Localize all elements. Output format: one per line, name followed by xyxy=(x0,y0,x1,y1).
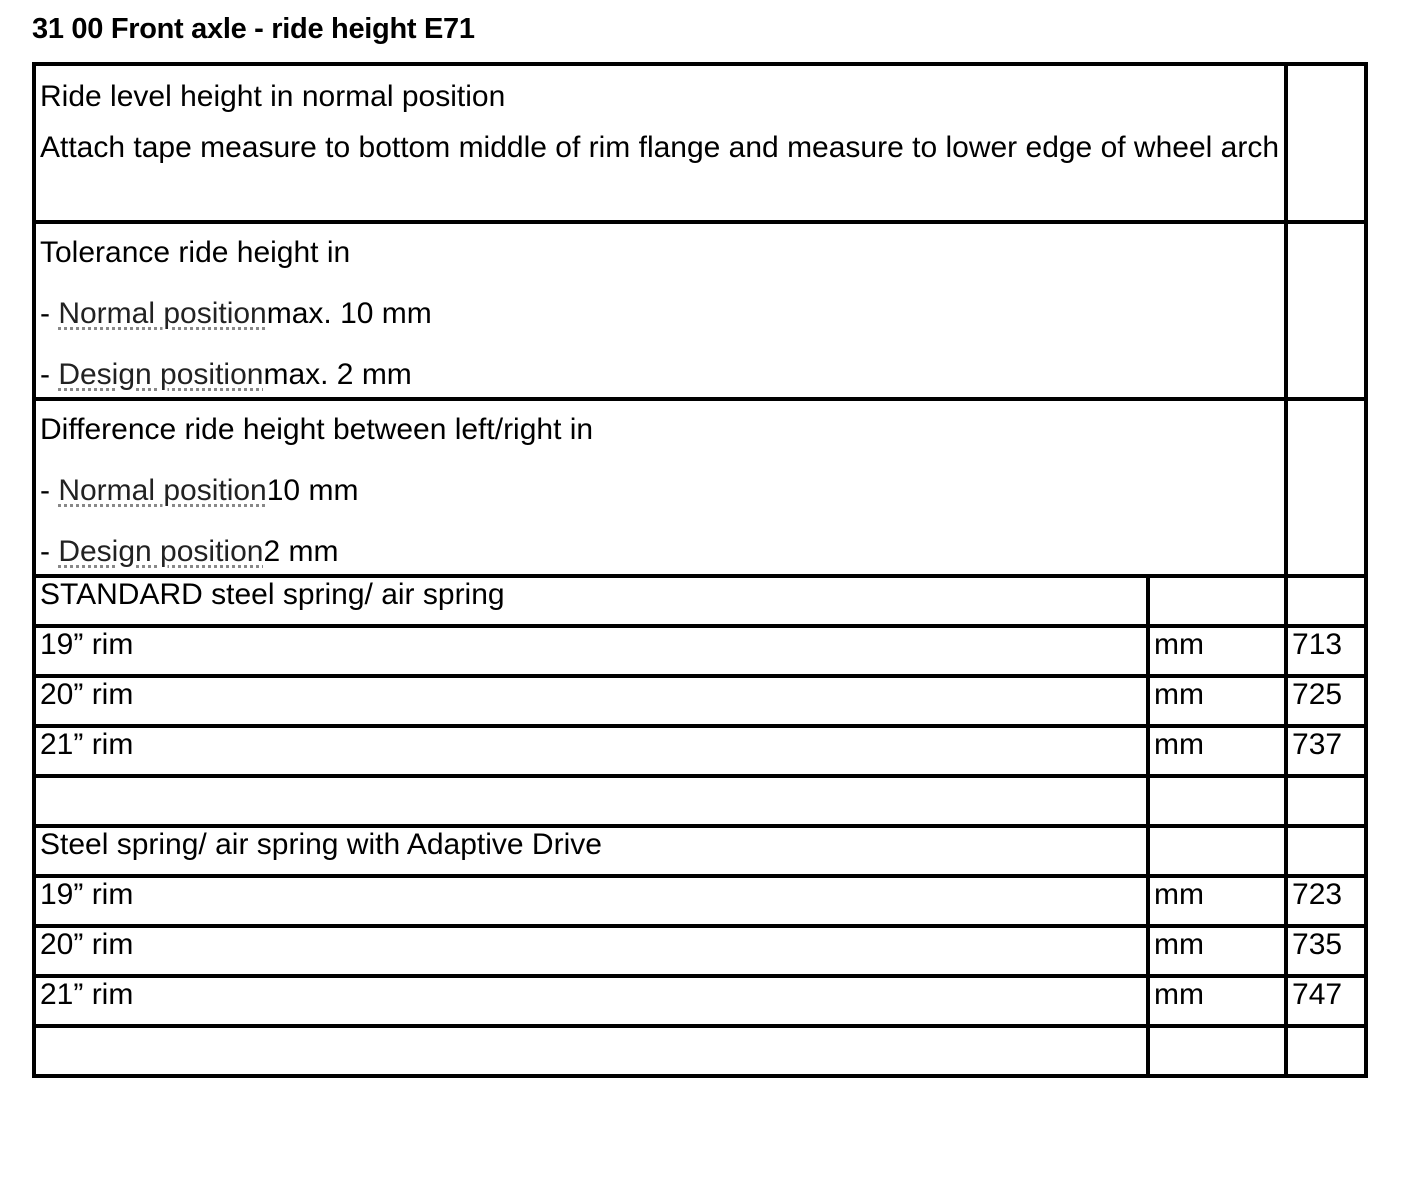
height-value: 723 xyxy=(1286,876,1366,926)
normal-position-link[interactable]: Normal position xyxy=(58,297,267,330)
unit: mm xyxy=(1148,626,1286,676)
table-row xyxy=(34,976,1366,1026)
intro-cell xyxy=(34,64,1286,222)
table-row xyxy=(34,222,1366,399)
table-row xyxy=(34,726,1366,776)
table-row xyxy=(34,926,1366,976)
empty-row xyxy=(34,1026,1366,1076)
empty-cell xyxy=(1148,1026,1286,1076)
rim-size: 20” rim xyxy=(34,926,1148,976)
normal-position-link[interactable]: Normal position xyxy=(58,474,267,507)
rim-size: 20” rim xyxy=(34,676,1148,726)
tolerance-item-normal xyxy=(40,291,1280,336)
table-row xyxy=(34,876,1366,926)
table-row xyxy=(34,399,1366,576)
tolerance-normal-value: max. 10 mm xyxy=(266,297,432,330)
rim-size: 21” rim xyxy=(34,976,1148,1026)
empty-cell xyxy=(1148,776,1286,826)
empty-cell xyxy=(1148,826,1286,876)
adaptive-heading: Steel spring/ air spring with Adaptive Drive xyxy=(34,826,1148,876)
difference-design-value: 2 mm xyxy=(263,535,339,568)
empty-cell xyxy=(1286,64,1366,222)
height-value: 747 xyxy=(1286,976,1366,1026)
tolerance-heading: Tolerance ride height in xyxy=(40,236,351,269)
difference-item-design xyxy=(40,529,1280,574)
height-value: 725 xyxy=(1286,676,1366,726)
empty-cell xyxy=(1286,776,1366,826)
tolerance-item-design xyxy=(40,352,1280,397)
design-position-link[interactable]: Design position xyxy=(58,535,264,568)
list-dash: - xyxy=(40,535,59,568)
empty-cell xyxy=(1286,399,1366,576)
difference-cell xyxy=(34,399,1286,576)
unit: mm xyxy=(1148,726,1286,776)
design-position-link[interactable]: Design position xyxy=(58,358,264,391)
rim-size: 21” rim xyxy=(34,726,1148,776)
difference-normal-value: 10 mm xyxy=(266,474,359,507)
tolerance-design-value: max. 2 mm xyxy=(263,358,412,391)
empty-cell xyxy=(1286,576,1366,626)
section-heading-row xyxy=(34,826,1366,876)
section-heading-row xyxy=(34,576,1366,626)
empty-cell xyxy=(1148,576,1286,626)
tolerance-cell xyxy=(34,222,1286,399)
unit: mm xyxy=(1148,676,1286,726)
intro-instruction: Attach tape measure to bottom middle of rim flange and measure to lower edge of wheel arch xyxy=(40,131,1280,164)
height-value: 735 xyxy=(1286,926,1366,976)
table-row xyxy=(34,676,1366,726)
height-value: 713 xyxy=(1286,626,1366,676)
table-row xyxy=(34,64,1366,222)
ride-height-table xyxy=(32,62,1368,1078)
difference-item-normal xyxy=(40,468,1280,513)
empty-cell xyxy=(34,776,1148,826)
unit: mm xyxy=(1148,926,1286,976)
empty-cell xyxy=(1286,826,1366,876)
rim-size: 19” rim xyxy=(34,876,1148,926)
intro-heading: Ride level height in normal position xyxy=(40,80,506,113)
list-dash: - xyxy=(40,474,59,507)
empty-cell xyxy=(34,1026,1148,1076)
empty-row xyxy=(34,776,1366,826)
list-dash: - xyxy=(40,297,59,330)
difference-heading: Difference ride height between left/right in xyxy=(40,413,594,446)
unit: mm xyxy=(1148,876,1286,926)
page-title: 31 00 Front axle - ride height E71 xyxy=(32,13,475,45)
rim-size: 19” rim xyxy=(34,626,1148,676)
unit: mm xyxy=(1148,976,1286,1026)
empty-cell xyxy=(1286,222,1366,399)
height-value: 737 xyxy=(1286,726,1366,776)
table-row xyxy=(34,626,1366,676)
empty-cell xyxy=(1286,1026,1366,1076)
standard-heading: STANDARD steel spring/ air spring xyxy=(34,576,1148,626)
list-dash: - xyxy=(40,358,59,391)
